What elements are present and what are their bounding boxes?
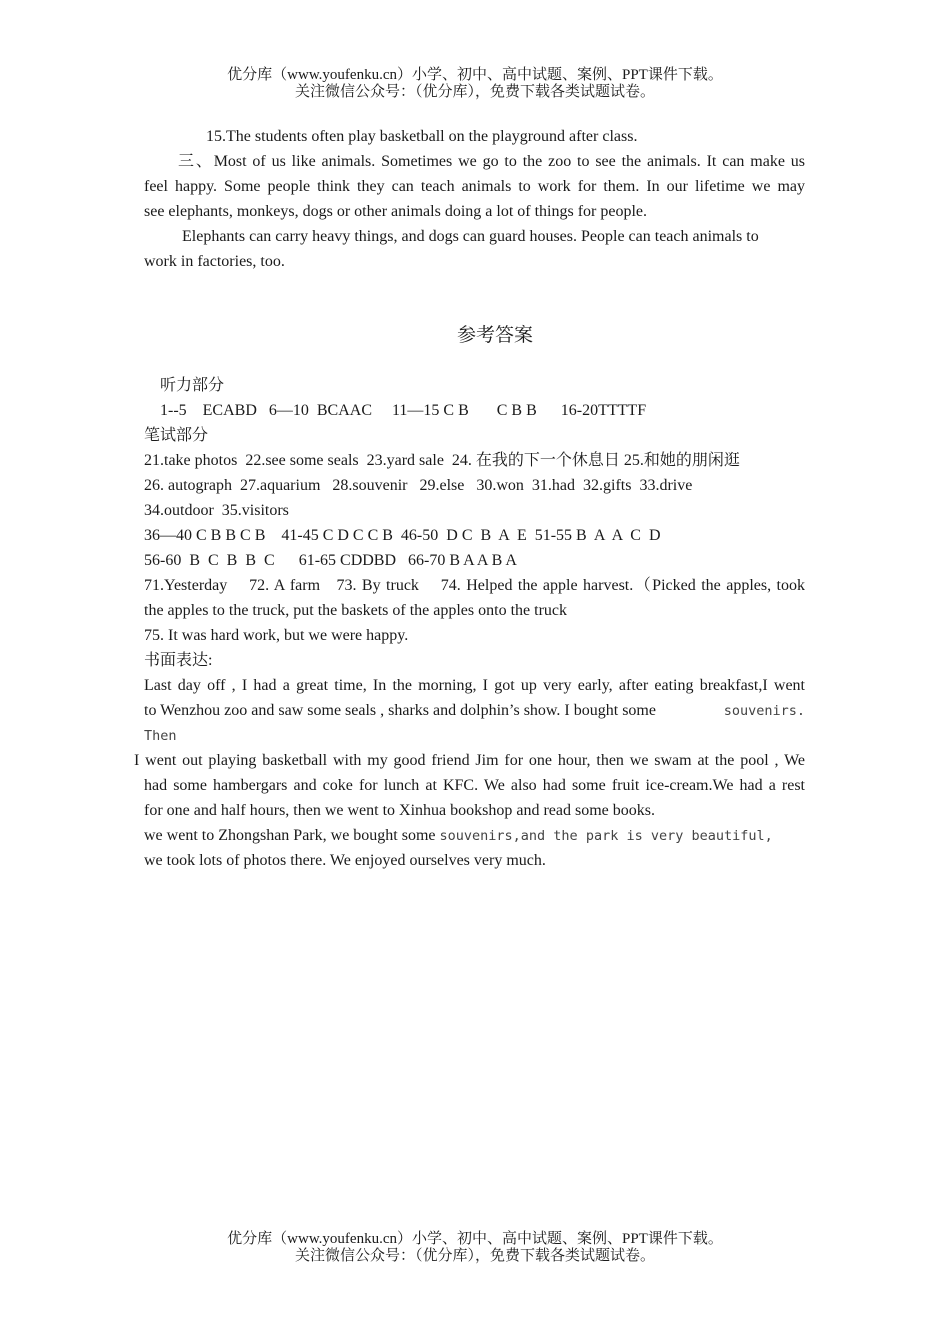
- answer-key-title: 参考答案: [456, 325, 533, 346]
- answer-line: 21.take photos 22.see some seals 23.yard sale 24. 在我的下一个休息日 25.和她的朋闲逛: [144, 452, 740, 469]
- passage-line: see elephants, monkeys, dogs or other animals doing a lot of things for people.: [144, 203, 648, 220]
- passage-line: 15.The students often play basketball on the playground after class.: [206, 128, 638, 145]
- answer-line: 75. It was hard work, but we were happy.: [144, 627, 409, 644]
- page-footer: [0, 1231, 950, 1265]
- page-header: [0, 67, 950, 101]
- header-line-2: 关注微信公众号：（优分库），免费下载各类试题试卷。: [294, 84, 655, 100]
- footer-line-1: 优分库（www.youfenku.cn）小学、初中、高中试题、案例、PPT课件下载。: [227, 1231, 723, 1247]
- essay-line-mono: Then: [144, 728, 177, 744]
- essay-text-mono: souvenirs.: [723, 703, 805, 719]
- answer-line: the apples to the truck, put the baskets of the apples onto the truck: [144, 602, 567, 619]
- essay-line: had some hambergars and coke for lunch at KFC. We also had some fruit ice-cream.We had a rest: [144, 777, 805, 794]
- answer-line: 71.Yesterday 72. A farm 73. By truck 74. Helped the apple harvest.（Picked the apples, took: [144, 577, 806, 594]
- answer-line: 36—40 C B B C B 41-45 C D C C B 46-50 D C B A E 51-55 B A A C D: [144, 527, 661, 544]
- essay-line: for one and half hours, then we went to Xinhua bookshop and read some books.: [144, 802, 655, 819]
- essay-line: [144, 826, 773, 846]
- answer-line: 56-60 B C B B C 61-65 CDDBD 66-70 B A A B A: [144, 552, 517, 569]
- passage-line: 三、Most of us like animals. Sometimes we go to the zoo to see the animals. It can make us: [178, 153, 805, 170]
- answer-line: 1--5 ECABD 6—10 BCAAC 11—15 C B C B B 16-20TTTTF: [160, 402, 647, 419]
- essay-line: Last day off , I had a great time, In the morning, I got up very early, after eating breakfast,I went: [144, 677, 805, 694]
- footer-line-2: 关注微信公众号：（优分库），免费下载各类试题试卷。: [294, 1248, 655, 1264]
- header-line-1: 优分库（www.youfenku.cn）小学、初中、高中试题、案例、PPT课件下载。: [227, 67, 723, 83]
- writing-label: 书面表达:: [144, 652, 213, 669]
- answer-line: 26. autograph 27.aquarium 28.souvenir 29.else 30.won 31.had 32.gifts 33.drive: [144, 477, 693, 494]
- passage-line: feel happy. Some people think they can teach animals to work for them. In our lifetime we may: [144, 178, 805, 195]
- essay-text-mono: souvenirs,and the park is very beautiful,: [439, 828, 773, 844]
- passage-line: work in factories, too.: [144, 253, 285, 270]
- answer-line: 34.outdoor 35.visitors: [144, 502, 289, 519]
- passage-line: Elephants can carry heavy things, and dogs can guard houses. People can teach animals to: [182, 228, 759, 245]
- essay-line: I went out playing basketball with my good friend Jim for one hour, then we swam at the pool , We: [134, 752, 805, 769]
- essay-text: to Wenzhou zoo and saw some seals , sharks and dolphin’s show. I bought some: [144, 702, 660, 719]
- listening-label: 听力部分: [160, 377, 225, 394]
- essay-line: we took lots of photos there. We enjoyed ourselves very much.: [144, 852, 546, 869]
- written-label: 笔试部分: [144, 427, 209, 444]
- essay-line: [144, 701, 805, 721]
- essay-text: we went to Zhongshan Park, we bought some: [144, 827, 440, 844]
